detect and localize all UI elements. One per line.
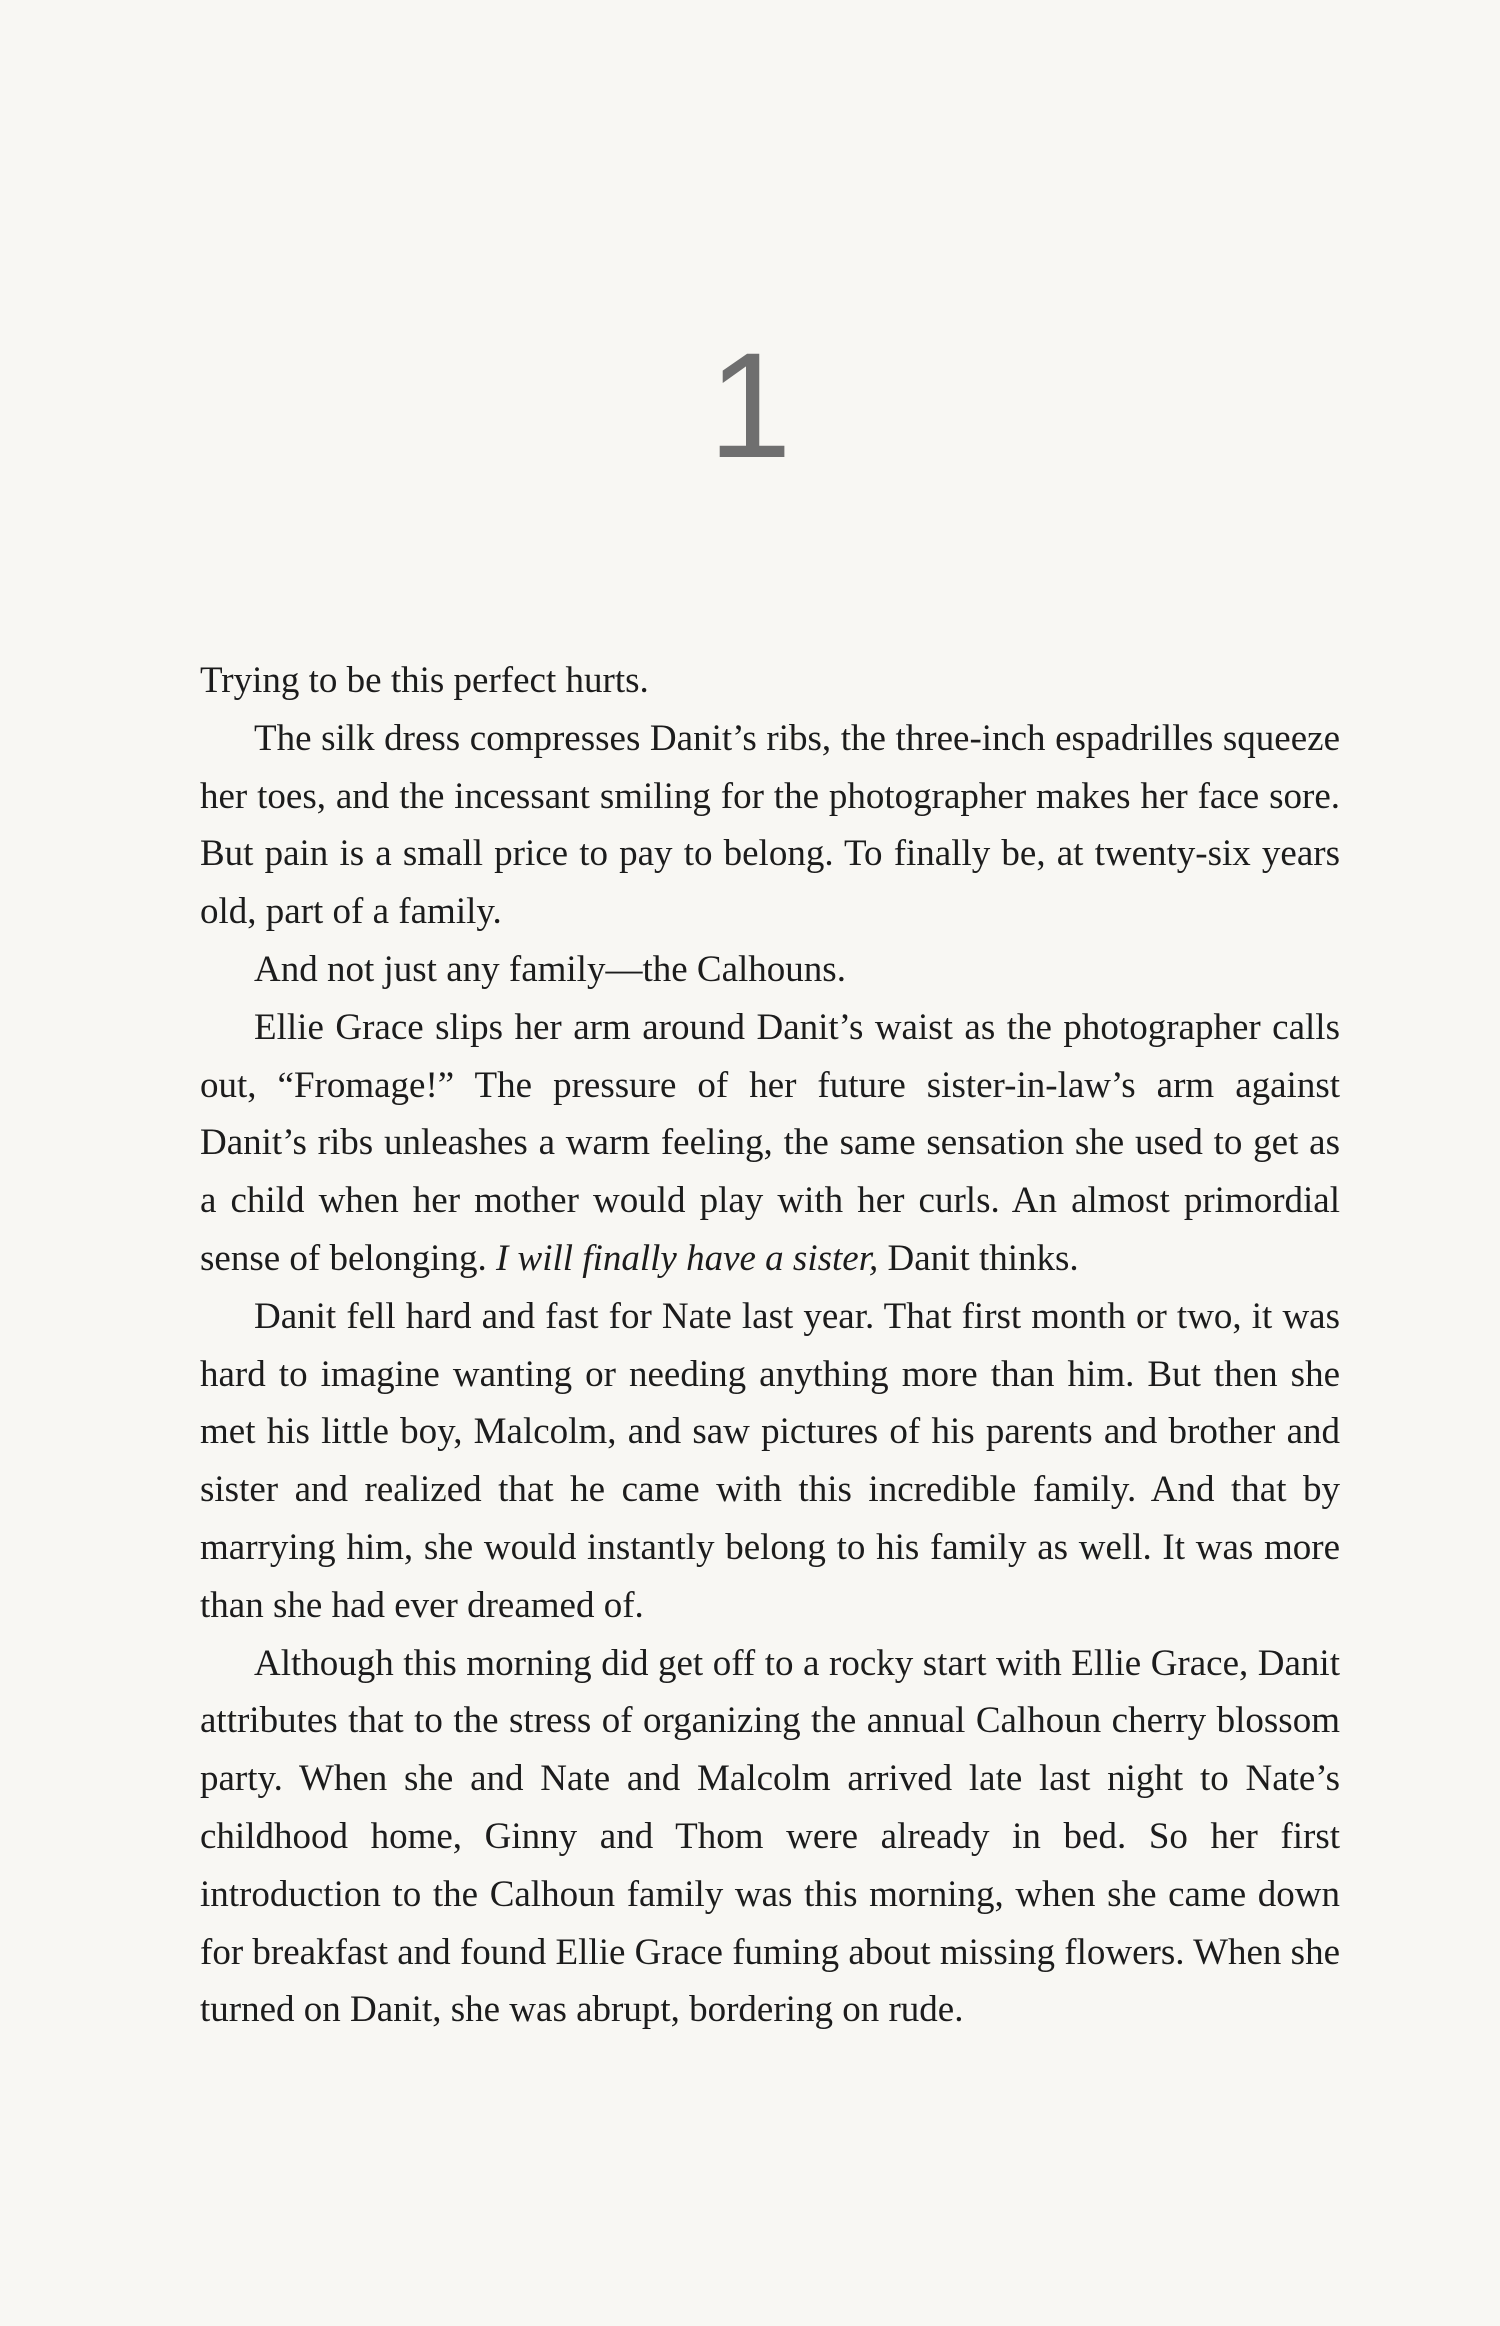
paragraph bbox=[200, 710, 1340, 941]
paragraph-text: And not just any family—the Calhouns. bbox=[254, 948, 846, 990]
paragraph bbox=[200, 941, 1340, 999]
paragraph-text: Danit thinks. bbox=[878, 1237, 1079, 1279]
paragraph-text: Trying to be this perfect hurts. bbox=[200, 660, 649, 701]
paragraph bbox=[200, 652, 1340, 710]
paragraph-text: Although this morning did get off to a rocky start with Ellie Grace, Danit attributes that to the stress of organizing the annual Calhoun cherry blossom party. When she and Nate and Malcolm arrived late last night to Nate’s childhood home, Ginny and Thom were already in bed. So her first introduction to the Calhoun family was this morning, when she came down for breakfast and found Ellie Grace fuming about missing flowers. When she turned on Danit, she was abrupt, bordering on rude. bbox=[200, 1642, 1340, 2031]
paragraph bbox=[200, 999, 1340, 1288]
paragraph-text: Ellie Grace slips her arm around Danit’s waist as the photographer calls out, “Fromage!” The pressure of her future sister-in-law’s arm against Danit’s ribs unleashes a warm feeling, the same sensation she used to get as a child when her mother would play with her curls. An almost primordial sense of belonging. bbox=[200, 1006, 1340, 1279]
chapter-body bbox=[200, 652, 1340, 2039]
paragraph bbox=[200, 1635, 1340, 2040]
paragraph-text: The silk dress compresses Danit’s ribs, the three-inch espadrilles squeeze her toes, and the incessant smiling for the photographer makes her face sore. But pain is a small price to pay to belong. To finally be, at twenty-six years old, part of a family. bbox=[200, 717, 1340, 933]
chapter-number: 1 bbox=[708, 321, 792, 489]
paragraph bbox=[200, 1288, 1340, 1635]
paragraph-text: Danit fell hard and fast for Nate last year. That first month or two, it was hard to imagine wanting or needing anything more than him. But then she met his little boy, Malcolm, and saw pictures of his parents and brother and sister and realized that he came with this incredible family. And that by marrying him, she would instantly belong to his family as well. It was more than she had ever dreamed of. bbox=[200, 1295, 1340, 1626]
italic-thought: I will finally have a sister, bbox=[495, 1237, 879, 1279]
